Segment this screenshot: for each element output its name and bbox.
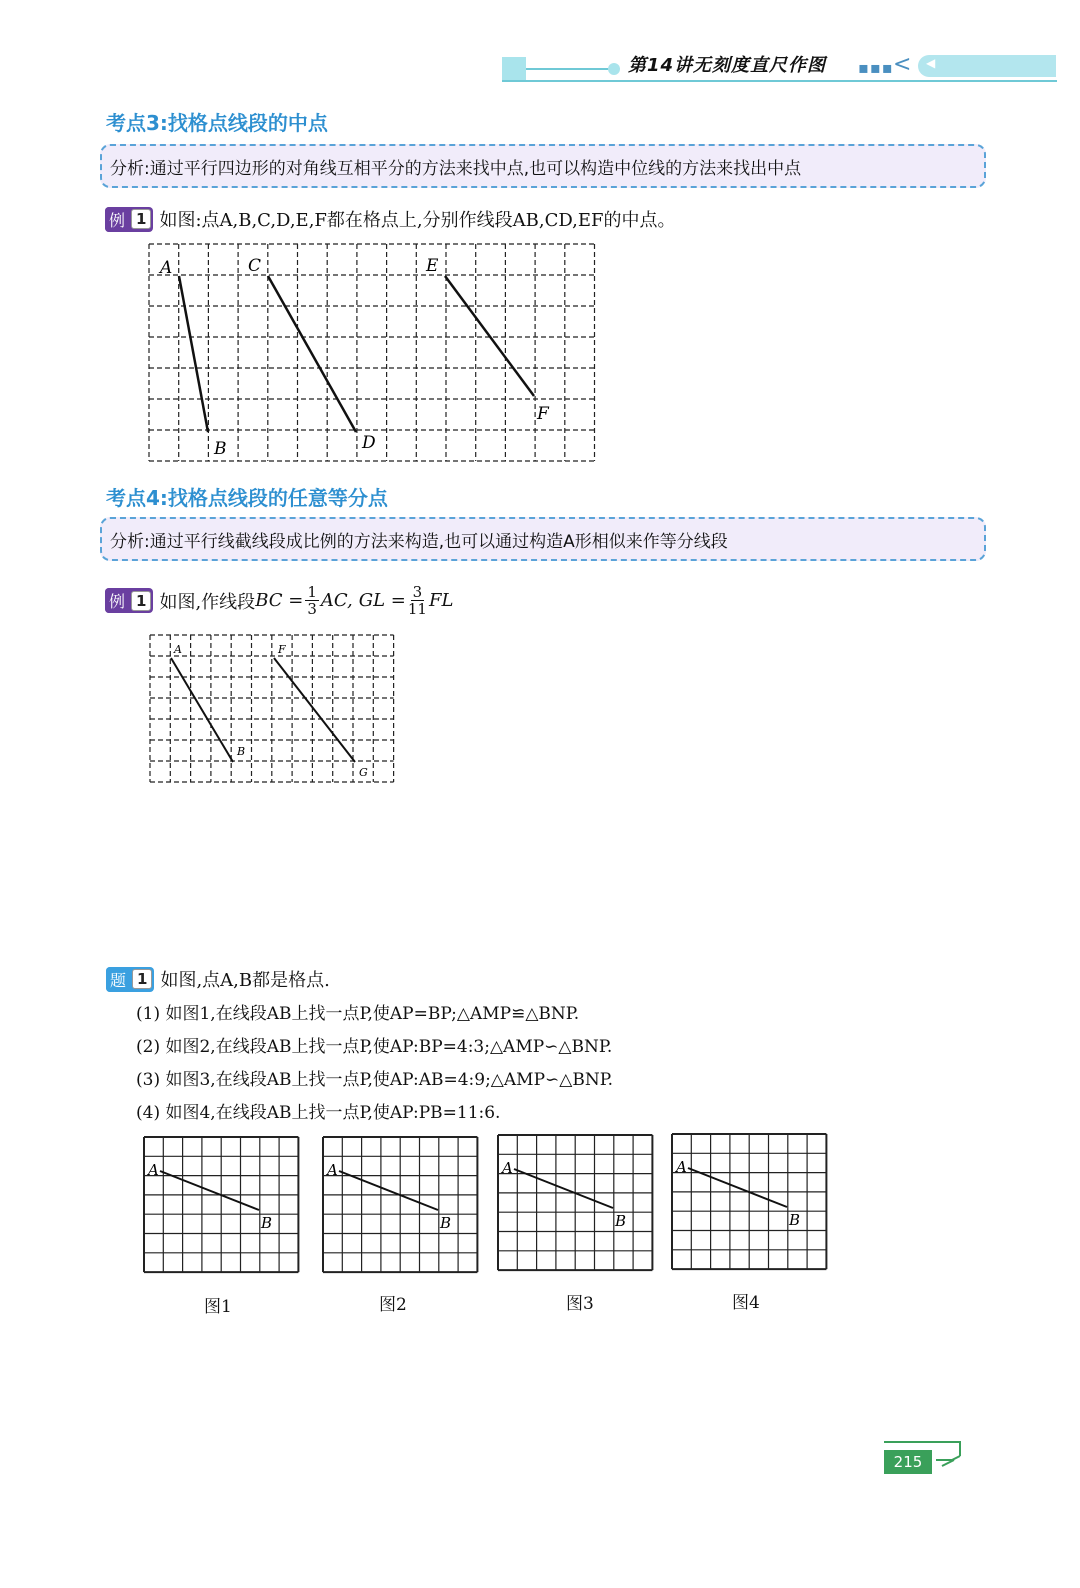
caption-figure-1: 图1	[204, 1297, 232, 1317]
problem1-item-4: (4) 如图4,在线段AB上找一点P,使AP:PB=11:6.	[136, 1103, 501, 1123]
segment-ab	[688, 1168, 787, 1207]
label-c: C	[248, 256, 262, 276]
section3-example-text: 如图:点A,B,C,D,E,F都在格点上,分别作线段AB,CD,EF的中点。	[159, 210, 676, 231]
section4-example	[105, 584, 453, 617]
example-tag: 例 1	[105, 588, 153, 613]
label-e: E	[426, 256, 439, 276]
section4-analysis: 分析:通过平行线截线段成比例的方法来构造,也可以通过构造A形相似来作等分线段	[100, 517, 986, 561]
label-b: B	[440, 1214, 452, 1232]
segment-cd	[268, 276, 356, 432]
segment-ab	[160, 1171, 259, 1210]
segment-ab	[339, 1171, 438, 1210]
label-a: A	[160, 258, 173, 278]
segment-ab	[179, 276, 208, 432]
header-dots: ▪▪▪	[858, 58, 894, 77]
header-pill-arrow-icon: ◀	[926, 56, 936, 70]
grid-figure-1	[140, 238, 610, 470]
segment-ef	[445, 276, 534, 396]
section3-example	[105, 206, 675, 232]
section3-title: 考点3:找格点线段的中点	[106, 111, 328, 135]
label-b: B	[237, 745, 246, 758]
figure-3	[498, 1135, 652, 1270]
label-a: A	[676, 1158, 687, 1176]
figure-4	[672, 1134, 826, 1269]
figure-1	[144, 1137, 298, 1272]
problem1-header	[106, 966, 330, 992]
chevron-left-icon: <	[893, 52, 912, 77]
figure-2	[323, 1137, 477, 1272]
caption-figure-3: 图3	[566, 1294, 594, 1314]
problem-tag: 题 1	[106, 967, 154, 992]
label-b: B	[214, 439, 227, 459]
header-underline	[502, 80, 1057, 82]
dashed-grid	[149, 244, 595, 461]
segment-ab	[171, 658, 233, 762]
problem1-text: 如图,点A,B都是格点.	[160, 970, 330, 991]
caption-figure-2: 图2	[379, 1295, 407, 1315]
chapter-title: 第14讲无刻度直尺作图	[628, 55, 827, 76]
label-b: B	[615, 1212, 627, 1230]
problem1-item-1: (1) 如图1,在线段AB上找一点P,使AP=BP;△AMP≌△BNP.	[136, 1004, 580, 1024]
label-f: F	[278, 643, 286, 656]
fraction-three-elevenths: $\frac{3}{11}$	[407, 583, 427, 618]
fraction-one-third: $\frac{1}{3}$	[307, 583, 317, 618]
section4-title: 考点4:找格点线段的任意等分点	[106, 486, 388, 510]
section4-example-text: 如图,作线段 BC = $\frac{1}{3}$ AC, GL = $\frac{3}{11}$ FL	[159, 583, 454, 618]
section3-analysis: 分析:通过平行四边形的对角线互相平分的方法来找中点,也可以构造中位线的方法来找出中点	[100, 144, 986, 188]
label-g: G	[359, 766, 368, 779]
dashed-grid	[150, 635, 394, 782]
label-f: F	[537, 404, 549, 424]
problem1-item-3: (3) 如图3,在线段AB上找一点P,使AP:AB=4:9;△AMP∽△BNP.	[136, 1070, 614, 1090]
problem1-figures	[140, 1133, 840, 1278]
header-line	[526, 68, 612, 70]
example-tag: 例 1	[105, 207, 153, 232]
label-b: B	[261, 1214, 273, 1232]
label-a: A	[148, 1161, 159, 1179]
label-a: A	[327, 1161, 338, 1179]
label-a: A	[174, 643, 182, 656]
grid-figure-2	[145, 630, 405, 790]
segment-ab	[514, 1169, 613, 1208]
caption-figure-4: 图4	[732, 1293, 760, 1313]
segment-fg	[274, 658, 355, 762]
header-pill	[918, 55, 1056, 77]
label-a: A	[502, 1159, 513, 1177]
header-dot	[608, 63, 620, 75]
page-number: 215	[884, 1450, 932, 1474]
problem1-item-2: (2) 如图2,在线段AB上找一点P,使AP:BP=4:3;△AMP∽△BNP.	[136, 1037, 613, 1057]
label-b: B	[789, 1211, 801, 1229]
header-square	[502, 57, 526, 81]
label-d: D	[362, 433, 376, 453]
